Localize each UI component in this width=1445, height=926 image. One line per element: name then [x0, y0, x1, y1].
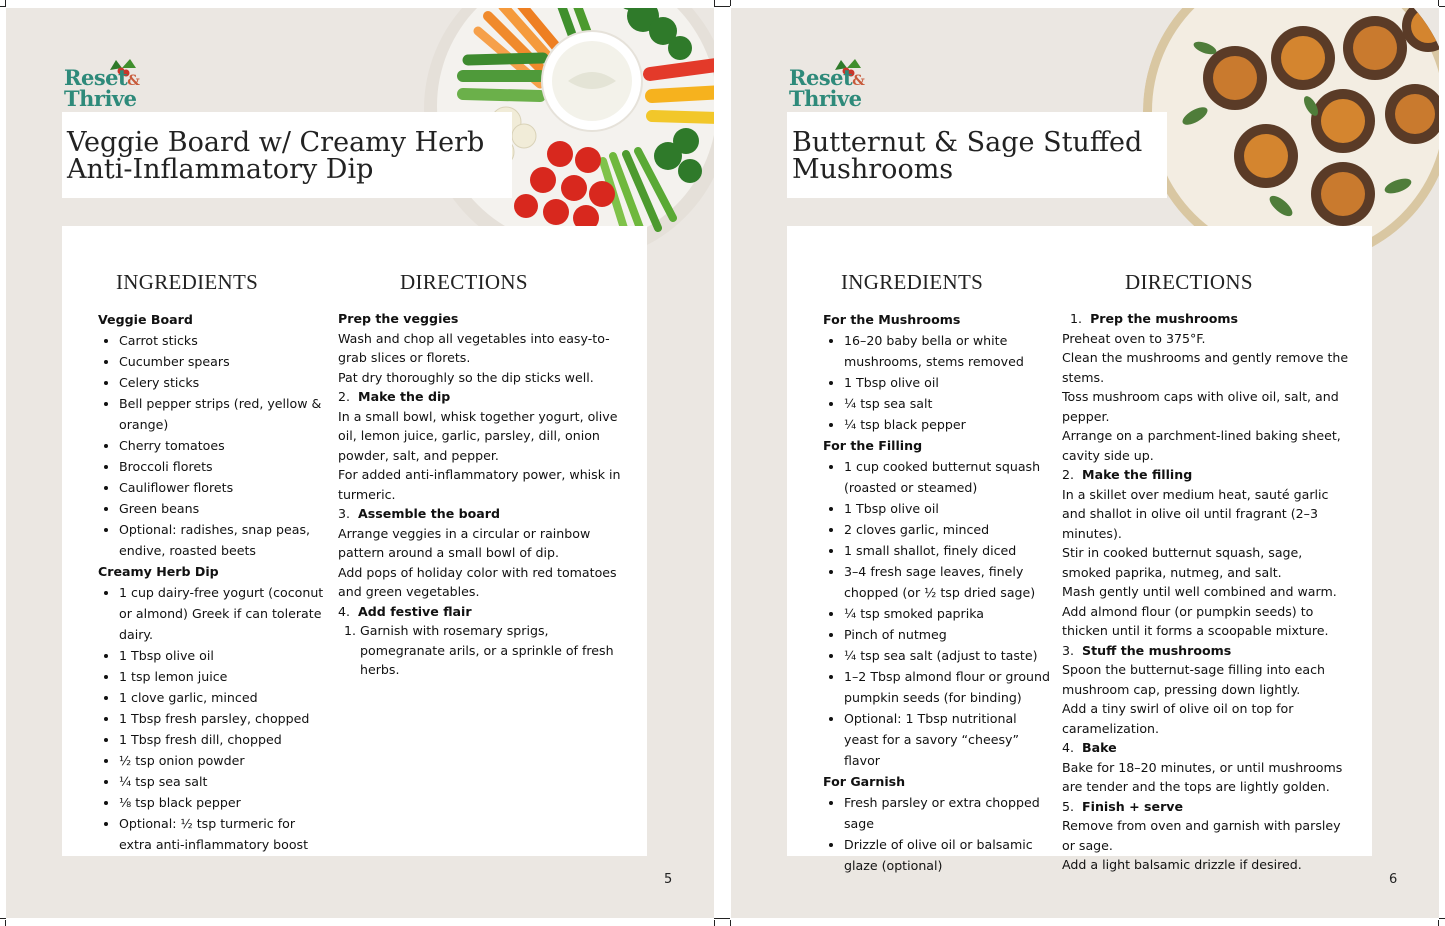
page-number: 5 [664, 872, 673, 887]
brand-name-line2: Thrive [64, 86, 137, 111]
direction-step-title: 4. Bake [1062, 740, 1117, 755]
direction-step-title: Prep the veggies [338, 311, 459, 326]
brand-ampersand: & [127, 73, 140, 89]
ingredients-heading: INGREDIENTS [116, 270, 259, 294]
title-band [62, 112, 512, 198]
ingredients-heading: INGREDIENTS [841, 270, 984, 294]
brand-name-line1: Reset& [789, 65, 865, 90]
ingredient-item: • Green beans [119, 498, 328, 519]
step-number: 2. [1062, 467, 1075, 482]
ingredients-list [98, 309, 328, 855]
direction-step-title: 1. Prep the mushrooms [1070, 311, 1239, 326]
directions-heading: DIRECTIONS [1125, 270, 1253, 294]
ingredient-section-heading: Veggie Board [98, 312, 193, 327]
ingredient-item: • Celery sticks [119, 372, 328, 393]
recipe-page-stuffed-mushrooms [731, 8, 1439, 918]
direction-step-title: 3. Assemble the board [338, 506, 501, 521]
brand-name-line2: Thrive [789, 86, 862, 111]
crop-mark [5, 0, 6, 6]
direction-text: Pat dry thoroughly so the dip sticks well. [338, 369, 594, 385]
crop-mark [730, 0, 731, 6]
ingredient-item: • ¼ tsp sea salt [844, 393, 1053, 414]
recipe-title: Butternut & Sage Stuffed Mushrooms [792, 127, 1143, 185]
ingredients-list [823, 309, 1053, 876]
direction-text: Stir in cooked butternut squash, sage, smoked paprika, nutmeg, and salt. [1062, 545, 1303, 580]
step-number: 5. [1062, 798, 1075, 814]
direction-step-title: 2. Make the filling [1062, 467, 1193, 482]
brand-ampersand: & [852, 73, 865, 89]
ingredient-item: • 1 Tbsp olive oil [119, 645, 328, 666]
step-number: 4. [338, 603, 351, 619]
direction-text: Mash gently until well combined and warm. [1062, 584, 1337, 599]
ingredient-item: • 1 Tbsp fresh parsley, chopped [119, 708, 328, 729]
direction-text: In a small bowl, whisk together yogurt, olive oil, lemon juice, garlic, parsley, dill, onion powder, salt, and pepper. [338, 408, 618, 463]
title-band [787, 112, 1167, 198]
crop-mark [1438, 920, 1439, 926]
brand-name-line1: Reset& [64, 65, 140, 90]
direction-text: Add a tiny swirl of olive oil on top for caramelization. [1062, 701, 1294, 736]
ingredient-item: • 1 tsp lemon juice [119, 666, 328, 687]
ingredient-item: • 1 Tbsp olive oil [844, 372, 1053, 393]
ingredient-item: • Bell pepper strips (red, yellow & orange) [119, 393, 328, 435]
ingredient-item: • Optional: radishes, snap peas, endive, roasted beets [119, 519, 328, 561]
step-number: 1. [1070, 311, 1083, 326]
ingredient-item: • ¼ tsp sea salt [119, 771, 328, 792]
ingredient-item: • 1 small shallot, finely diced [844, 540, 1053, 561]
ingredient-item: • ¼ tsp smoked paprika [844, 603, 1053, 624]
ingredient-item: • Drizzle of olive oil or balsamic glaze (optional) [844, 834, 1053, 876]
ingredient-item: • 2 cloves garlic, minced [844, 519, 1053, 540]
ingredient-item: • 1 Tbsp olive oil [844, 498, 1053, 519]
ingredient-item: • 1–2 Tbsp almond flour or ground pumpkin seeds (for binding) [844, 666, 1053, 708]
direction-text: Clean the mushrooms and gently remove the stems. [1062, 350, 1349, 385]
crop-mark [0, 6, 6, 7]
crop-mark [714, 918, 722, 919]
ingredient-item: • 1 Tbsp fresh dill, chopped [119, 729, 328, 750]
recipe-title: Veggie Board w/ Creamy Herb Anti-Inflammatory Dip [67, 127, 485, 185]
crop-mark [722, 6, 730, 7]
direction-subitem: 1. Garnish with rosemary sprigs, pomegranate arils, or a sprinkle of fresh herbs. [360, 621, 623, 680]
page-number: 6 [1389, 872, 1398, 887]
direction-text: Arrange on a parchment-lined baking sheet, cavity side up. [1062, 428, 1341, 463]
direction-text: Bake for 18–20 minutes, or until mushrooms are tender and the tops are lightly golden. [1062, 759, 1343, 794]
ingredient-item: • Cherry tomatoes [119, 435, 328, 456]
recipe-card [62, 226, 647, 856]
recipe-page-veggie-board [6, 8, 714, 918]
direction-text: Toss mushroom caps with olive oil, salt, and pepper. [1062, 389, 1339, 424]
direction-step-title: 5. Finish + serve [1062, 798, 1184, 814]
direction-step-title: 4. Add festive flair [338, 603, 472, 619]
ingredient-section-heading: Creamy Herb Dip [98, 564, 219, 579]
directions-list [1062, 309, 1352, 875]
ingredient-section-heading: For the Filling [823, 438, 923, 453]
ingredient-item: • 1 cup cooked butternut squash (roasted or steamed) [844, 456, 1053, 498]
step-number: 2. [338, 389, 351, 404]
direction-text: Add pops of holiday color with red tomatoes and green vegetables. [338, 564, 617, 599]
ingredient-item: • Pinch of nutmeg [844, 624, 1053, 645]
direction-step-title: 3. Stuff the mushrooms [1062, 642, 1232, 658]
ingredient-item: • Cucumber spears [119, 351, 328, 372]
direction-text: For added anti-inflammatory power, whisk in turmeric. [338, 467, 621, 502]
ingredient-item: • 1 clove garlic, minced [119, 687, 328, 708]
reset-thrive-logo [787, 60, 867, 118]
ingredient-item: • ½ tsp onion powder [119, 750, 328, 771]
directions-list [338, 309, 623, 680]
direction-text: Spoon the butternut-sage filling into each mushroom cap, pressing down lightly. [1062, 662, 1325, 697]
crop-mark [1439, 6, 1445, 7]
ingredient-section-heading: For Garnish [823, 774, 906, 789]
direction-text: In a skillet over medium heat, sauté garlic and shallot in olive oil until fragrant (2–3 minutes). [1062, 486, 1329, 541]
ingredient-item: • Cauliflower florets [119, 477, 328, 498]
ingredient-section-heading: For the Mushrooms [823, 312, 961, 327]
ingredient-item: • ⅛ tsp black pepper [119, 792, 328, 813]
crop-mark [714, 920, 715, 926]
crop-mark [722, 918, 730, 919]
ingredient-item: • Optional: 1 Tbsp nutritional yeast for a savory “cheesy” flavor [844, 708, 1053, 771]
direction-text: Wash and chop all vegetables into easy-to-grab slices or florets. [338, 330, 610, 365]
step-number: 3. [1062, 642, 1075, 658]
crop-mark [5, 920, 6, 926]
ingredient-item: • Optional: ½ tsp turmeric for extra anti-inflammatory boost [119, 813, 328, 855]
crop-mark [714, 6, 722, 7]
step-number: 4. [1062, 740, 1075, 755]
direction-text: Preheat oven to 375°F. [1062, 330, 1206, 346]
ingredient-item: • Broccoli florets [119, 456, 328, 477]
crop-mark [0, 918, 6, 919]
directions-heading: DIRECTIONS [400, 270, 528, 294]
ingredient-item: • Carrot sticks [119, 330, 328, 351]
ingredient-item: • Fresh parsley or extra chopped sage [844, 792, 1053, 834]
ingredient-item: • 16–20 baby bella or white mushrooms, stems removed [844, 330, 1053, 372]
direction-text: Add almond flour (or pumpkin seeds) to thicken until it forms a scoopable mixture. [1062, 603, 1329, 638]
reset-thrive-logo [62, 60, 142, 118]
ingredient-item: • 3–4 fresh sage leaves, finely chopped (or ½ tsp dried sage) [844, 561, 1053, 603]
recipe-card [787, 226, 1372, 873]
crop-mark [1439, 918, 1445, 919]
direction-text: Add a light balsamic drizzle if desired. [1062, 857, 1302, 872]
ingredient-item: • ¼ tsp black pepper [844, 414, 1053, 435]
direction-text: Arrange veggies in a circular or rainbow pattern around a small bowl of dip. [338, 525, 591, 560]
crop-mark [730, 920, 731, 926]
direction-text: Remove from oven and garnish with parsley or sage. [1062, 818, 1341, 853]
ingredient-item: • ¼ tsp sea salt (adjust to taste) [844, 645, 1053, 666]
direction-step-title: 2. Make the dip [338, 389, 451, 404]
step-number: 3. [338, 506, 351, 521]
ingredient-item: • 1 cup dairy-free yogurt (coconut or almond) Greek if can tolerate dairy. [119, 582, 328, 645]
